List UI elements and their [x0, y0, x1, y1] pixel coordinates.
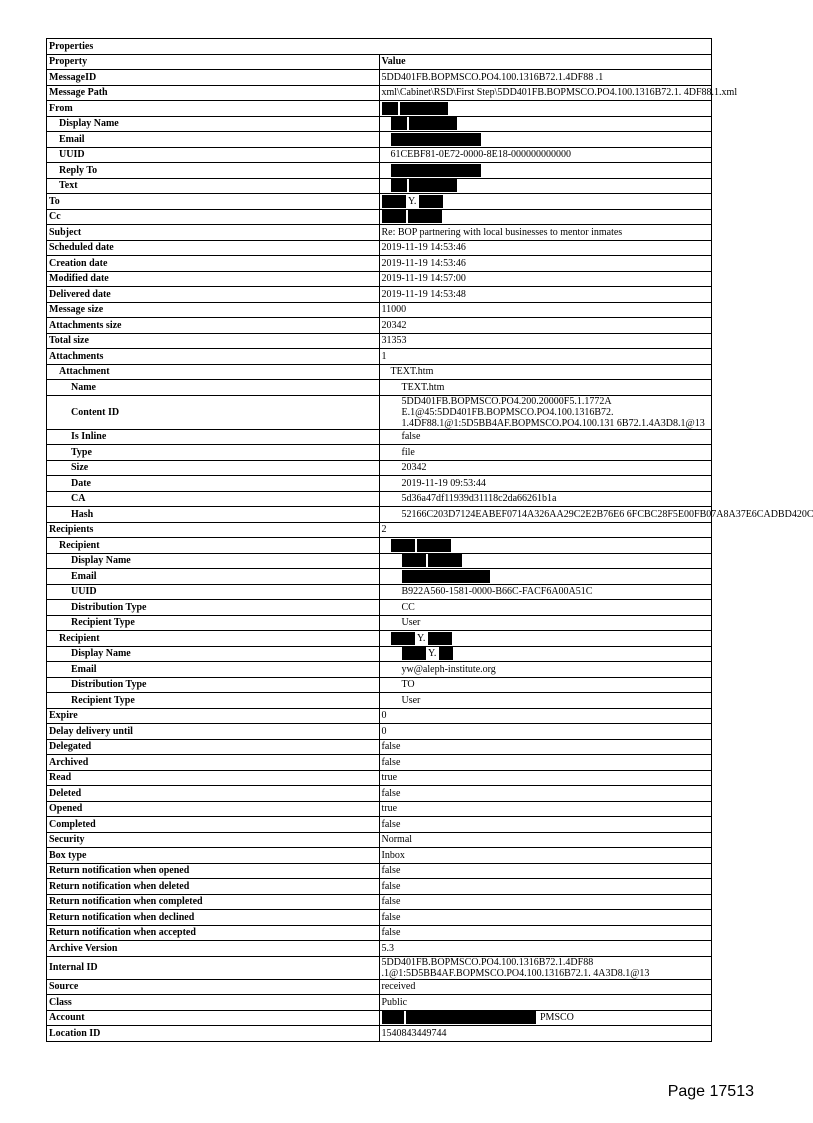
table-row: [47, 662, 712, 678]
row-label: Location ID: [47, 1026, 380, 1042]
row-value: false: [379, 879, 712, 895]
table-row: [47, 553, 712, 569]
table-row: [47, 615, 712, 631]
row-value: 1540843449744: [379, 1026, 712, 1042]
row-label: Message size: [47, 302, 380, 318]
column-header-value: Value: [379, 54, 712, 70]
table-row: [47, 349, 712, 365]
row-label: Display Name: [47, 646, 380, 662]
table-row: [47, 85, 712, 101]
table-row: [47, 584, 712, 600]
table-row: [47, 116, 712, 132]
to-initial: Y.: [408, 195, 417, 207]
table-row: [47, 318, 712, 334]
row-label: Box type: [47, 848, 380, 864]
row-label: Distribution Type: [47, 600, 380, 616]
redaction-block: [428, 632, 452, 645]
row-label: Return notification when deleted: [47, 879, 380, 895]
table-row: [47, 70, 712, 86]
row-value: false: [379, 786, 712, 802]
table-title: Properties: [47, 39, 712, 55]
row-label: Return notification when accepted: [47, 925, 380, 941]
row-label: Attachments size: [47, 318, 380, 334]
row-value: false: [379, 894, 712, 910]
row-label: Archived: [47, 755, 380, 771]
table-row: [47, 429, 712, 445]
row-label: Deleted: [47, 786, 380, 802]
row-value: [379, 646, 712, 662]
row-label: Internal ID: [47, 956, 380, 979]
redaction-block: [391, 539, 415, 552]
row-label: MessageID: [47, 70, 380, 86]
redaction-block: [400, 102, 448, 115]
redaction-block: [382, 195, 406, 208]
row-value: false: [379, 755, 712, 771]
row-label: Type: [47, 445, 380, 461]
row-label: Recipient Type: [47, 693, 380, 709]
table-row: [47, 538, 712, 554]
row-value: false: [379, 925, 712, 941]
table-row: [47, 708, 712, 724]
row-value: [379, 116, 712, 132]
row-value: 5DD401FB.BOPMSCO.PO4.200.20000F5.1.1772A E.1@45:5DD401FB.BOPMSCO.PO4.100.1316B72. 1.4DF88.1@1:5D5BB4AF.BOPMSCO.PO4.100.131 6B72.1.4A3D8.1@13: [379, 395, 712, 429]
table-row: [47, 380, 712, 396]
row-value: [379, 631, 712, 647]
row-value: 5DD401FB.BOPMSCO.PO4.100.1316B72.1.4DF88 .1@1:5D5BB4AF.BOPMSCO.PO4.100.1316B72.1. 4A3D8.1@13: [379, 956, 712, 979]
table-row: [47, 507, 712, 523]
row-label: Is Inline: [47, 429, 380, 445]
table-row: [47, 693, 712, 709]
redaction-block: [409, 117, 457, 130]
row-label: CA: [47, 491, 380, 507]
row-label: Completed: [47, 817, 380, 833]
row-value: 2019-11-19 14:53:48: [379, 287, 712, 303]
row-value: yw@aleph-institute.org: [379, 662, 712, 678]
table-row: [47, 491, 712, 507]
row-label: Archive Version: [47, 941, 380, 957]
table-row: [47, 364, 712, 380]
row-label: Delegated: [47, 739, 380, 755]
table-row: [47, 445, 712, 461]
row-label: Reply To: [47, 163, 380, 179]
row-label: Name: [47, 380, 380, 396]
redaction-block: [428, 554, 462, 567]
row-label: Read: [47, 770, 380, 786]
row-label: Email: [47, 662, 380, 678]
row-label: Return notification when completed: [47, 894, 380, 910]
row-label: UUID: [47, 147, 380, 163]
row-value: TO: [379, 677, 712, 693]
table-row: [47, 894, 712, 910]
row-label: Recipient: [47, 631, 380, 647]
table-row: [47, 522, 712, 538]
table-row: [47, 1026, 712, 1042]
table-title-row: [47, 39, 712, 55]
row-value: 2019-11-19 14:53:46: [379, 256, 712, 272]
row-value: B922A560-1581-0000-B66C-FACF6A00A51C: [379, 584, 712, 600]
redaction-block: [391, 179, 407, 192]
table-row: [47, 132, 712, 148]
row-value: 2019-11-19 14:57:00: [379, 271, 712, 287]
table-row: [47, 879, 712, 895]
row-label: Hash: [47, 507, 380, 523]
row-value: 0: [379, 708, 712, 724]
row-label: Delivered date: [47, 287, 380, 303]
row-value: false: [379, 739, 712, 755]
table-row: [47, 863, 712, 879]
row-value: 5d36a47df11939d31118c2da66261b1a: [379, 491, 712, 507]
table-row: [47, 925, 712, 941]
row-label: Subject: [47, 225, 380, 241]
redaction-block: [382, 102, 398, 115]
table-row: [47, 209, 712, 225]
account-suffix: PMSCO: [540, 1012, 574, 1024]
row-label: Total size: [47, 333, 380, 349]
row-value: Normal: [379, 832, 712, 848]
row-label: To: [47, 194, 380, 210]
row-label: Cc: [47, 209, 380, 225]
row-value: CC: [379, 600, 712, 616]
redaction-block: [439, 647, 453, 660]
row-value: 5.3: [379, 941, 712, 957]
table-row: [47, 271, 712, 287]
row-value: 20342: [379, 318, 712, 334]
redaction-block: [408, 210, 442, 223]
row-label: Return notification when opened: [47, 863, 380, 879]
row-label: Modified date: [47, 271, 380, 287]
row-label: Recipient: [47, 538, 380, 554]
table-row: [47, 163, 712, 179]
row-value: TEXT.htm: [379, 380, 712, 396]
row-value: User: [379, 693, 712, 709]
table-row: [47, 817, 712, 833]
table-row: [47, 941, 712, 957]
row-value: true: [379, 770, 712, 786]
row-value: Re: BOP partnering with local businesses to mentor inmates: [379, 225, 712, 241]
row-value: false: [379, 429, 712, 445]
row-label: Date: [47, 476, 380, 492]
row-label: Display Name: [47, 116, 380, 132]
row-value: 61CEBF81-0E72-0000-8E18-000000000000: [379, 147, 712, 163]
row-value: xml\Cabinet\RSD\First Step\5DD401FB.BOPMSCO.PO4.100.1316B72.1. 4DF88.1.xml: [379, 85, 712, 101]
table-row: [47, 395, 712, 429]
redaction-block: [402, 647, 426, 660]
redaction-block: [391, 117, 407, 130]
table-row: [47, 600, 712, 616]
row-value: [379, 1010, 712, 1026]
row-value: [379, 178, 712, 194]
table-row: [47, 476, 712, 492]
page-number: Page 17513: [667, 1083, 754, 1100]
table-row: [47, 848, 712, 864]
row-value: 0: [379, 724, 712, 740]
row-value: [379, 538, 712, 554]
row-value: 11000: [379, 302, 712, 318]
table-row: [47, 225, 712, 241]
table-row: [47, 147, 712, 163]
row-label: Recipient Type: [47, 615, 380, 631]
row-label: Email: [47, 132, 380, 148]
row-label: Display Name: [47, 553, 380, 569]
row-label: Recipients: [47, 522, 380, 538]
row-label: Class: [47, 995, 380, 1011]
row-value: Public: [379, 995, 712, 1011]
row-label: Scheduled date: [47, 240, 380, 256]
table-row: [47, 755, 712, 771]
row-label: Attachment: [47, 364, 380, 380]
table-row: [47, 287, 712, 303]
row-value: 52166C203D7124EABEF0714A326AA29C2E2B76E6 6FCBC28F5E00FB07A8A37E6CADBD420C: [379, 507, 712, 523]
row-value: [379, 209, 712, 225]
table-row: [47, 677, 712, 693]
row-label: Email: [47, 569, 380, 585]
redaction-block: [419, 195, 443, 208]
row-value: 2: [379, 522, 712, 538]
redaction-block: [391, 164, 481, 177]
row-label: Delay delivery until: [47, 724, 380, 740]
row-label: Return notification when declined: [47, 910, 380, 926]
row-value: file: [379, 445, 712, 461]
table-row: [47, 194, 712, 210]
table-row: [47, 240, 712, 256]
row-value: TEXT.htm: [379, 364, 712, 380]
row-label: Creation date: [47, 256, 380, 272]
properties-table: [46, 38, 813, 1042]
table-row: [47, 302, 712, 318]
redaction-block: [417, 539, 451, 552]
row-label: Source: [47, 979, 380, 995]
table-row: [47, 770, 712, 786]
row-value: 31353: [379, 333, 712, 349]
row-label: Message Path: [47, 85, 380, 101]
table-header-row: [47, 54, 712, 70]
table-row: [47, 101, 712, 117]
table-row: [47, 739, 712, 755]
row-value: 1: [379, 349, 712, 365]
row-label: From: [47, 101, 380, 117]
redaction-block: [402, 570, 490, 583]
row-label: Opened: [47, 801, 380, 817]
row-label: Security: [47, 832, 380, 848]
table-row: [47, 801, 712, 817]
table-row: [47, 646, 712, 662]
row-value: [379, 194, 712, 210]
row-value: [379, 132, 712, 148]
redaction-block: [406, 1011, 536, 1024]
row-value: 2019-11-19 09:53:44: [379, 476, 712, 492]
row-value: [379, 101, 712, 117]
row-label: Attachments: [47, 349, 380, 365]
redaction-block: [391, 632, 415, 645]
recipient-initial: Y.: [417, 632, 426, 644]
row-label: Text: [47, 178, 380, 194]
row-value: received: [379, 979, 712, 995]
redaction-block: [409, 179, 457, 192]
table-row: [47, 460, 712, 476]
row-label: Size: [47, 460, 380, 476]
table-row: [47, 786, 712, 802]
row-value: false: [379, 910, 712, 926]
row-value: false: [379, 863, 712, 879]
table-row: [47, 995, 712, 1011]
row-value: 2019-11-19 14:53:46: [379, 240, 712, 256]
row-value: [379, 553, 712, 569]
table-row: [47, 910, 712, 926]
row-value: Inbox: [379, 848, 712, 864]
table-row: [47, 724, 712, 740]
row-value: 5DD401FB.BOPMSCO.PO4.100.1316B72.1.4DF88 .1: [379, 70, 712, 86]
row-value: [379, 163, 712, 179]
table-row: [47, 333, 712, 349]
table-row: [47, 832, 712, 848]
column-header-property: Property: [47, 54, 380, 70]
table-row: [47, 256, 712, 272]
row-value: [379, 569, 712, 585]
row-label: Account: [47, 1010, 380, 1026]
row-value: User: [379, 615, 712, 631]
row-label: UUID: [47, 584, 380, 600]
row-label: Distribution Type: [47, 677, 380, 693]
row-label: Expire: [47, 708, 380, 724]
table-row: [47, 979, 712, 995]
recipient-initial: Y.: [428, 648, 437, 660]
redaction-block: [382, 1011, 404, 1024]
redaction-block: [402, 554, 426, 567]
row-label: Content ID: [47, 395, 380, 429]
table-row: [47, 178, 712, 194]
row-value: false: [379, 817, 712, 833]
redaction-block: [391, 133, 481, 146]
row-value: 20342: [379, 460, 712, 476]
redaction-block: [382, 210, 406, 223]
table-row: [47, 631, 712, 647]
table-row: [47, 569, 712, 585]
table-row: [47, 1010, 712, 1026]
table-row: [47, 956, 712, 979]
row-value: true: [379, 801, 712, 817]
